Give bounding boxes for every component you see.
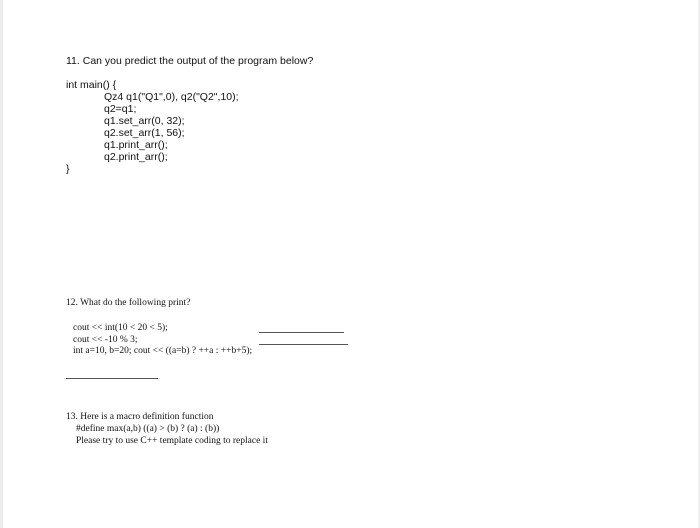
- q12-code-line: int a=10, b=20; cout << ((a=b) ? ++a : ++b+5);: [73, 346, 253, 356]
- q12-code-line: cout << -10 % 3;: [73, 335, 138, 345]
- answer-blank-2: [259, 344, 348, 345]
- page-edge-left: [0, 0, 3, 528]
- answer-blank-1: [259, 332, 344, 333]
- q11-code-line: q2.print_arr();: [104, 151, 168, 163]
- q13-macro-code: #define max(a,b) ((a) > (b) ? (a) : (b)): [76, 424, 220, 434]
- q11-code-close: }: [66, 163, 70, 175]
- q11-code-line: q2.set_arr(1, 56);: [104, 127, 185, 139]
- q13-instruction: Please try to use C++ template coding to replace it: [76, 436, 268, 446]
- q11-code-line: q1.print_arr();: [104, 139, 168, 151]
- question-12-text: 12. What do the following print?: [66, 298, 191, 308]
- question-13-text: 13. Here is a macro definition function: [66, 412, 214, 422]
- q12-code-line: cout << int(10 < 20 < 5);: [73, 323, 168, 333]
- answer-blank-3: [66, 378, 158, 379]
- q11-code-line: q2=q1;: [104, 103, 137, 115]
- question-11-text: 11. Can you predict the output of the program below?: [66, 55, 314, 67]
- q11-code-open: int main() {: [66, 79, 117, 91]
- q11-code-line: q1.set_arr(0, 32);: [104, 115, 185, 127]
- q11-code-line: Qz4 q1("Q1",0), q2("Q2",10);: [104, 91, 239, 103]
